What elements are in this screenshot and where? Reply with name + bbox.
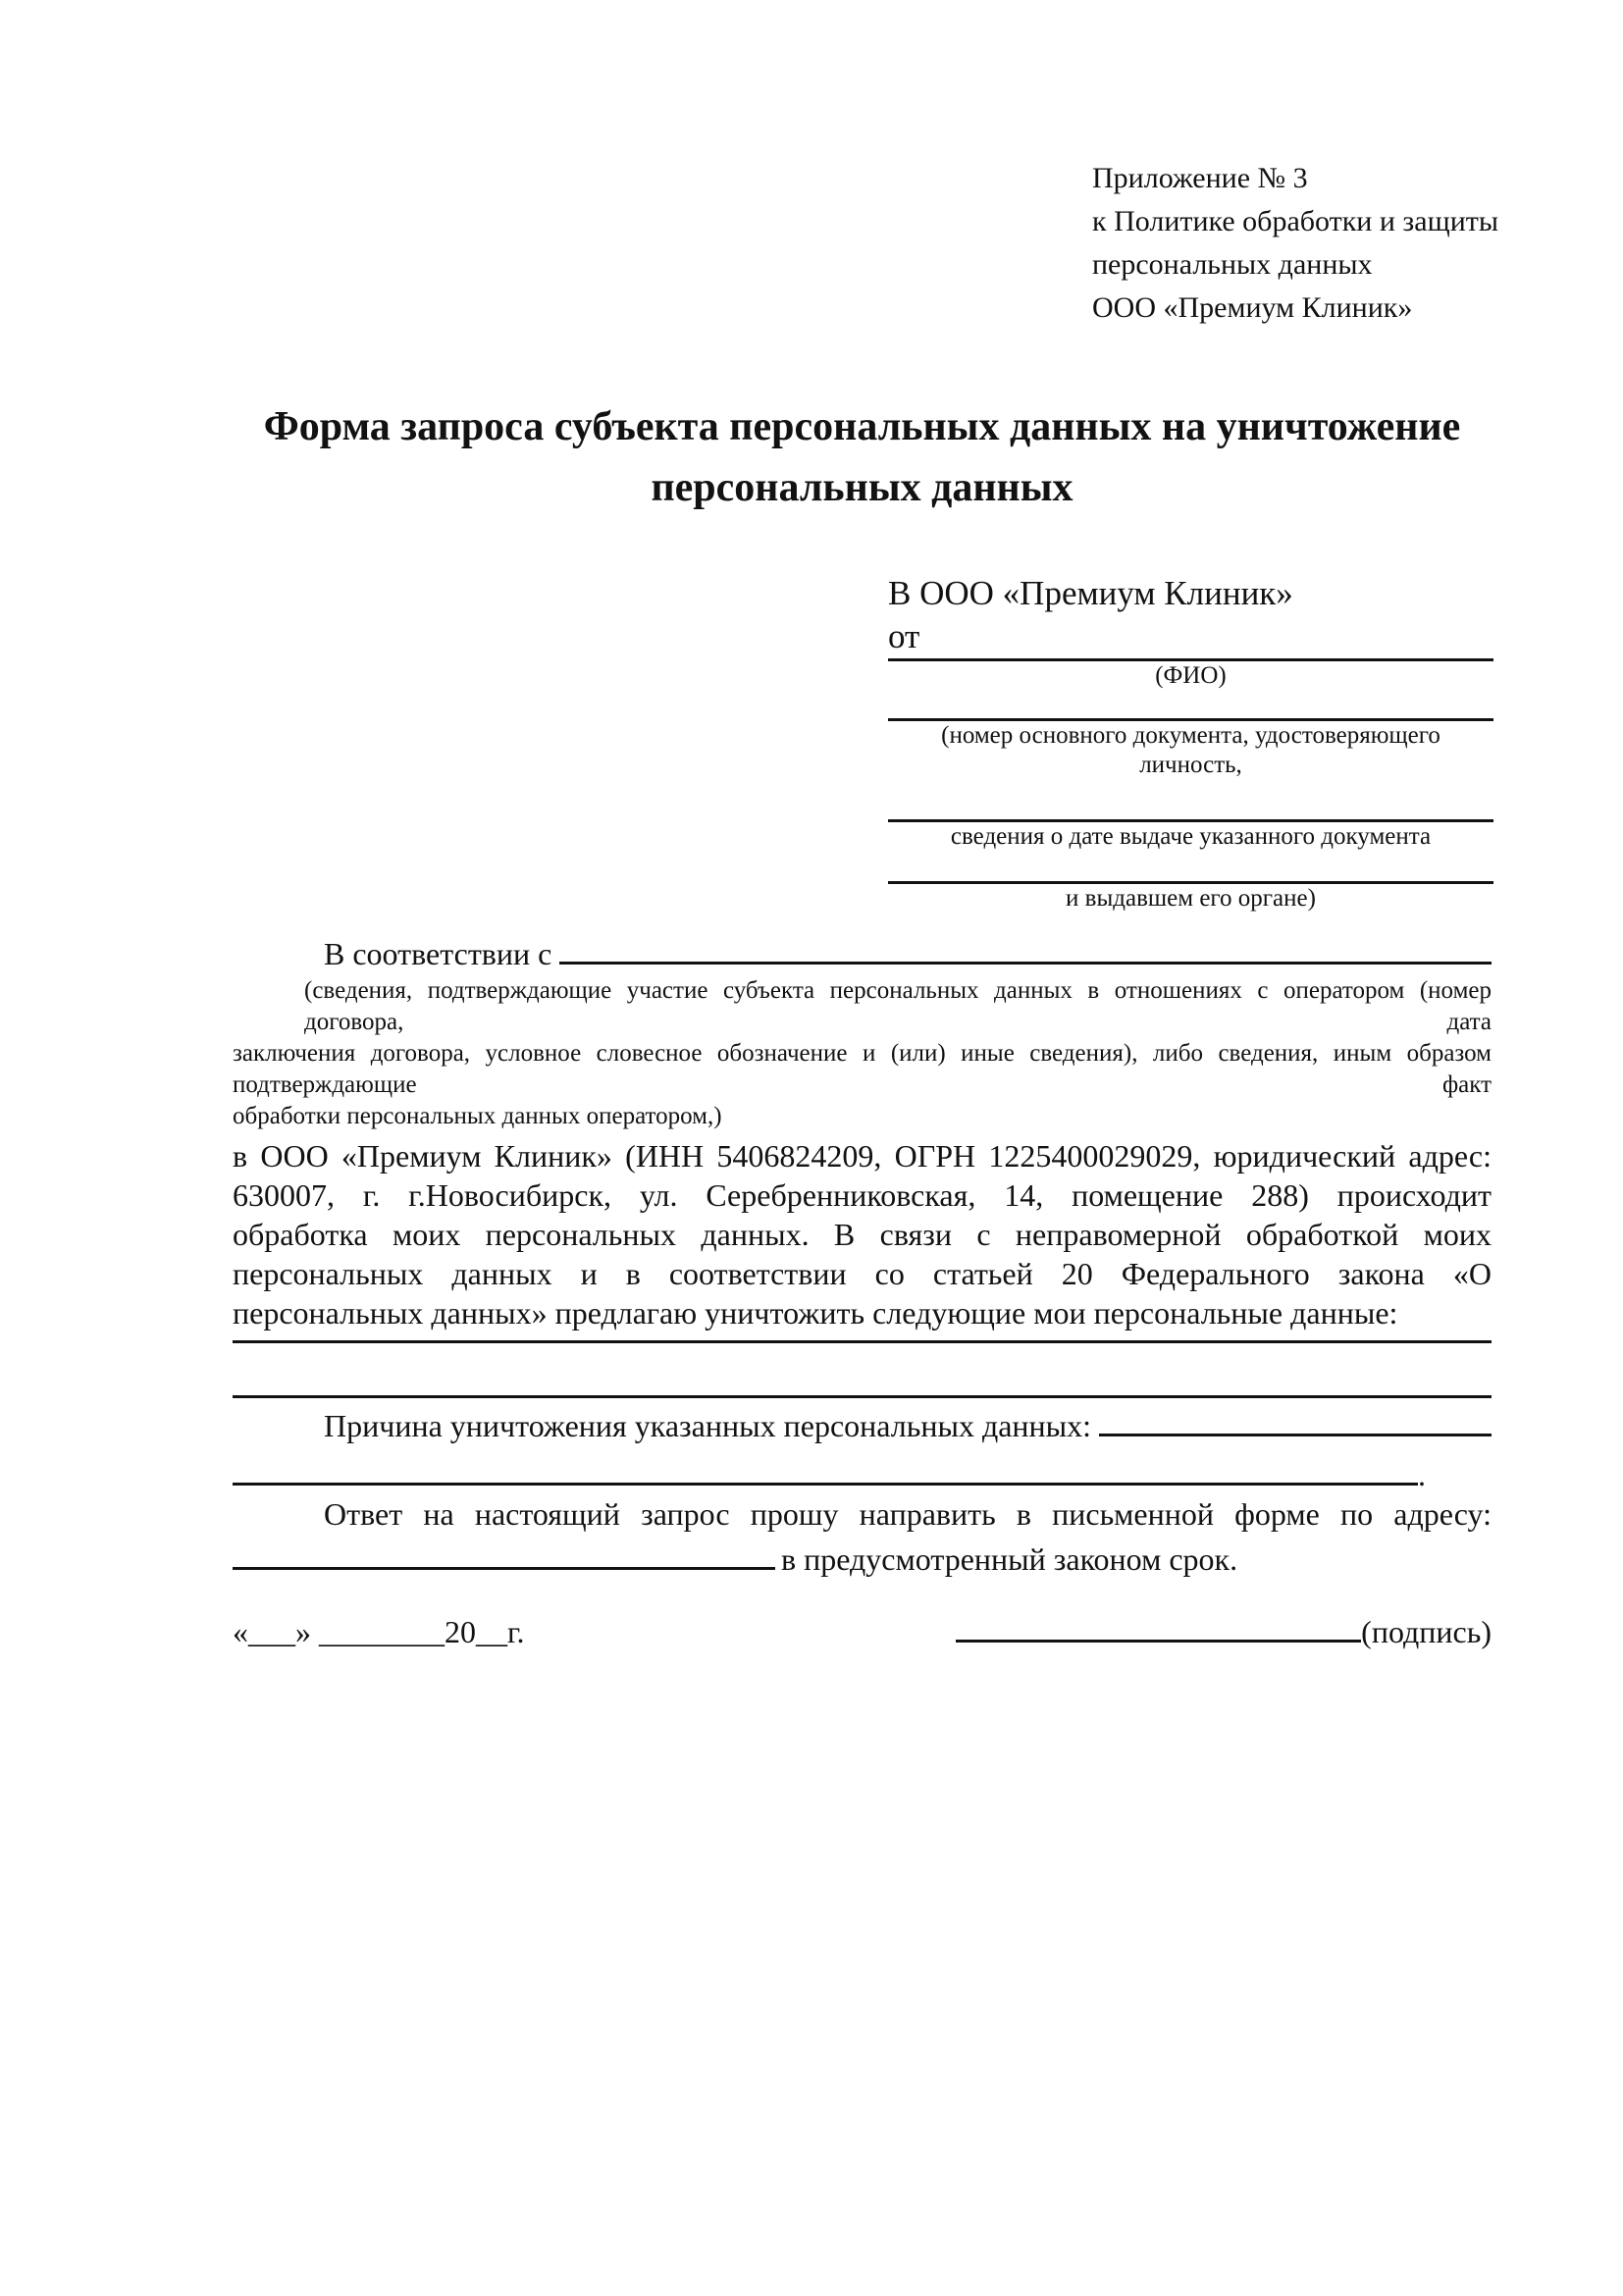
data-to-destroy-blank-line-2 (233, 1395, 1492, 1398)
document-title-line: персональных данных (651, 465, 1073, 510)
accordance-row (233, 934, 1492, 973)
statement-line: персональных данных и в соответствии со статьей 20 Федерального закона «О (233, 1256, 1492, 1291)
accordance-prefix: В соответствии с (324, 936, 552, 971)
reason-fill-line (1099, 1434, 1492, 1436)
date-signature-row (233, 1606, 1492, 1651)
fineprint-line: обработки персональных данных оператором,) (233, 1103, 722, 1129)
reason-blank-line-2 (233, 1449, 1418, 1486)
statement-line: персональных данных» предлагаю уничтожить следующие мои персональные данные: (233, 1295, 1398, 1331)
accordance-fill-line (559, 962, 1492, 965)
name-field-label: (ФИО) (1155, 662, 1227, 689)
reason-continuation-row (233, 1449, 1492, 1492)
fineprint-line: (сведения, подтверждающие участие субъекта персональных данных в отношениях с оператором (номер договора, дата (304, 977, 1492, 1035)
fineprint-note (233, 975, 1492, 1132)
appendix-line: к Политике обработки и защиты (1092, 205, 1499, 237)
addressee-block (888, 572, 1493, 913)
address-blank-line (233, 1534, 775, 1570)
document-number-field-label: (номер основного документа, удостоверяющего личность, (941, 722, 1440, 778)
appendix-line: персональных данных (1092, 248, 1373, 281)
appendix-line: ООО «Премиум Клиник» (1092, 291, 1413, 324)
statement-line: 630007, г. г.Новосибирск, ул. Серебренниковская, 14, помещение 288) происходит (233, 1177, 1492, 1213)
reason-row (233, 1406, 1492, 1449)
addressee-to: В ООО «Премиум Клиник» (888, 574, 1293, 612)
main-body (233, 934, 1492, 1651)
appendix-header-block (1092, 157, 1504, 330)
statement-paragraph (233, 1136, 1492, 1332)
issuing-authority-field-label: и выдавшем его органе) (1066, 885, 1316, 912)
answer-request-line: Ответ на настоящий запрос прошу направить в письменной форме по адресу: (324, 1496, 1492, 1532)
signature-label: (подпись) (1361, 1614, 1492, 1649)
signature-blank-line (956, 1606, 1361, 1643)
reason-label: Причина уничтожения указанных персональных данных: (324, 1408, 1092, 1443)
appendix-line: Приложение № 3 (1092, 162, 1308, 194)
issue-date-field-label: сведения о дате выдаче указанного документа (950, 823, 1432, 850)
document-title-line: Форма запроса субъекта персональных данных на уничтожение (263, 404, 1461, 449)
addressee-from-label: от (888, 617, 920, 655)
date-blank: «___» ________20__г. (233, 1614, 525, 1649)
term-text: в предусмотренный законом срок. (781, 1541, 1238, 1577)
document-title (233, 396, 1492, 518)
address-term-row (233, 1534, 1492, 1577)
statement-line: в ООО «Премиум Клиник» (ИНН 5406824209, ОГРН 1225400029029, юридический адрес: (233, 1138, 1492, 1174)
data-to-destroy-blank-line-1 (233, 1340, 1492, 1343)
sentence-period: . (1418, 1457, 1426, 1492)
statement-line: обработка моих персональных данных. В связи с неправомерной обработкой моих (233, 1217, 1492, 1252)
fineprint-line: заключения договора, условное словесное обозначение и (или) иные сведения), либо сведения, иным образом подтверждающие факт (233, 1040, 1492, 1098)
